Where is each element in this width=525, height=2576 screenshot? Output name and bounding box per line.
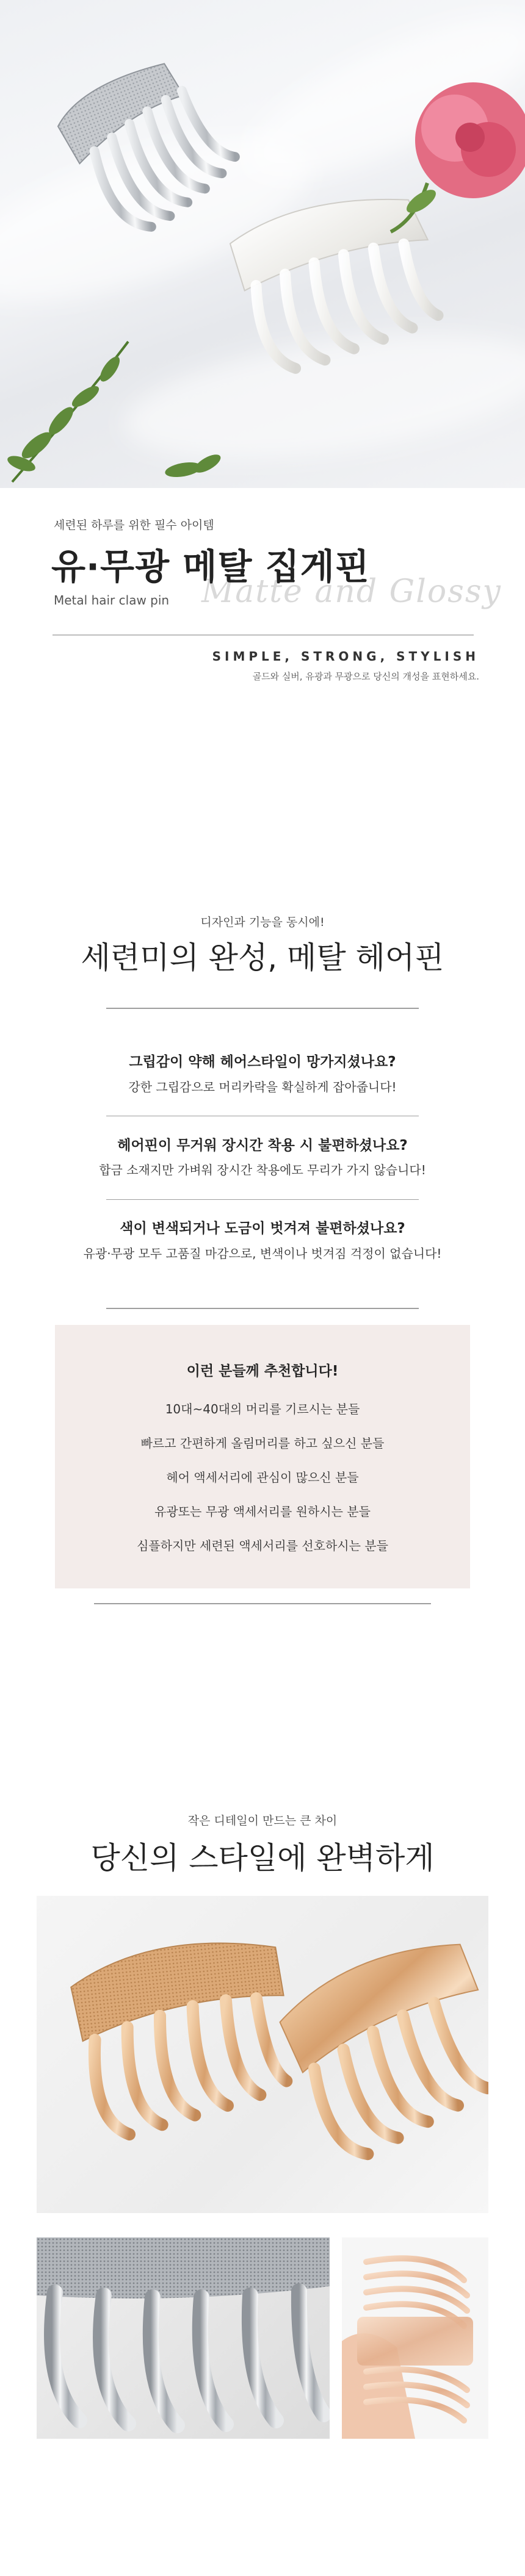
silver-claw-closeup-photo (37, 2237, 330, 2439)
page-title-en: Metal hair claw pin (54, 593, 170, 608)
page-title: 유·무광 메탈 집게핀 (51, 546, 370, 587)
faq-question: 그립감이 약해 헤어스타일이 망가지셨나요? (129, 1054, 396, 1070)
faq-question: 색이 변색되거나 도금이 벗겨져 불편하셨나요? (120, 1221, 405, 1236)
faq-answer: 강한 그립감으로 머리카락을 확실하게 잡아줍니다! (128, 1080, 397, 1094)
style-subheading: 작은 디테일이 만드는 큰 차이 (187, 1814, 338, 1828)
rose-flower-image (391, 82, 525, 232)
rose-gold-claw-hand-photo (342, 2237, 488, 2439)
design-divider (106, 1008, 419, 1009)
silver-claw-image (50, 49, 248, 245)
recommend-box (55, 1325, 470, 1588)
recommend-item: 헤어 액세서리에 관심이 많으신 분들 (166, 1470, 359, 1485)
intro-divider (52, 634, 474, 636)
recommend-item: 10대~40대의 머리를 기르시는 분들 (165, 1402, 360, 1416)
design-subheading: 디자인과 기능을 동시에! (200, 916, 325, 929)
recommend-item: 빠르고 간편하게 올림머리를 하고 싶으신 분들 (140, 1436, 385, 1451)
recommend-title: 이런 분들께 추천합니다! (186, 1363, 339, 1379)
faq-bottom-divider (106, 1308, 419, 1309)
faq-divider (106, 1199, 419, 1200)
design-heading: 세련미의 완성, 메탈 헤어핀 (81, 940, 444, 975)
recommend-divider (94, 1603, 431, 1604)
tagline-description: 골드와 실버, 유광과 무광으로 당신의 개성을 표현하세요. (252, 671, 479, 682)
faq-question: 헤어핀이 무거워 장시간 착용 시 불편하셨나요? (117, 1138, 408, 1153)
gold-claw-photo (37, 1896, 488, 2213)
eucalyptus-leaves-image (5, 342, 223, 482)
recommend-item: 심플하지만 세련된 액세서리를 선호하시는 분들 (137, 1538, 388, 1553)
tagline: SIMPLE, STRONG, STYLISH (212, 649, 479, 664)
recommend-item: 유광또는 무광 액세서리를 원하시는 분들 (154, 1504, 371, 1519)
intro-script: Matte and Glossy (201, 573, 502, 610)
hero-photo (0, 0, 525, 488)
white-claw-image (226, 188, 446, 376)
intro-subtitle: 세련된 하루를 위한 필수 아이템 (54, 518, 214, 532)
style-heading: 당신의 스타일에 완벽하게 (90, 1840, 435, 1876)
faq-answer: 유광·무광 모두 고품질 마감으로, 변색이나 벗겨짐 걱정이 없습니다! (83, 1246, 442, 1261)
faq-answer: 합금 소재지만 가벼워 장시간 착용에도 무리가 가지 않습니다! (99, 1163, 426, 1177)
